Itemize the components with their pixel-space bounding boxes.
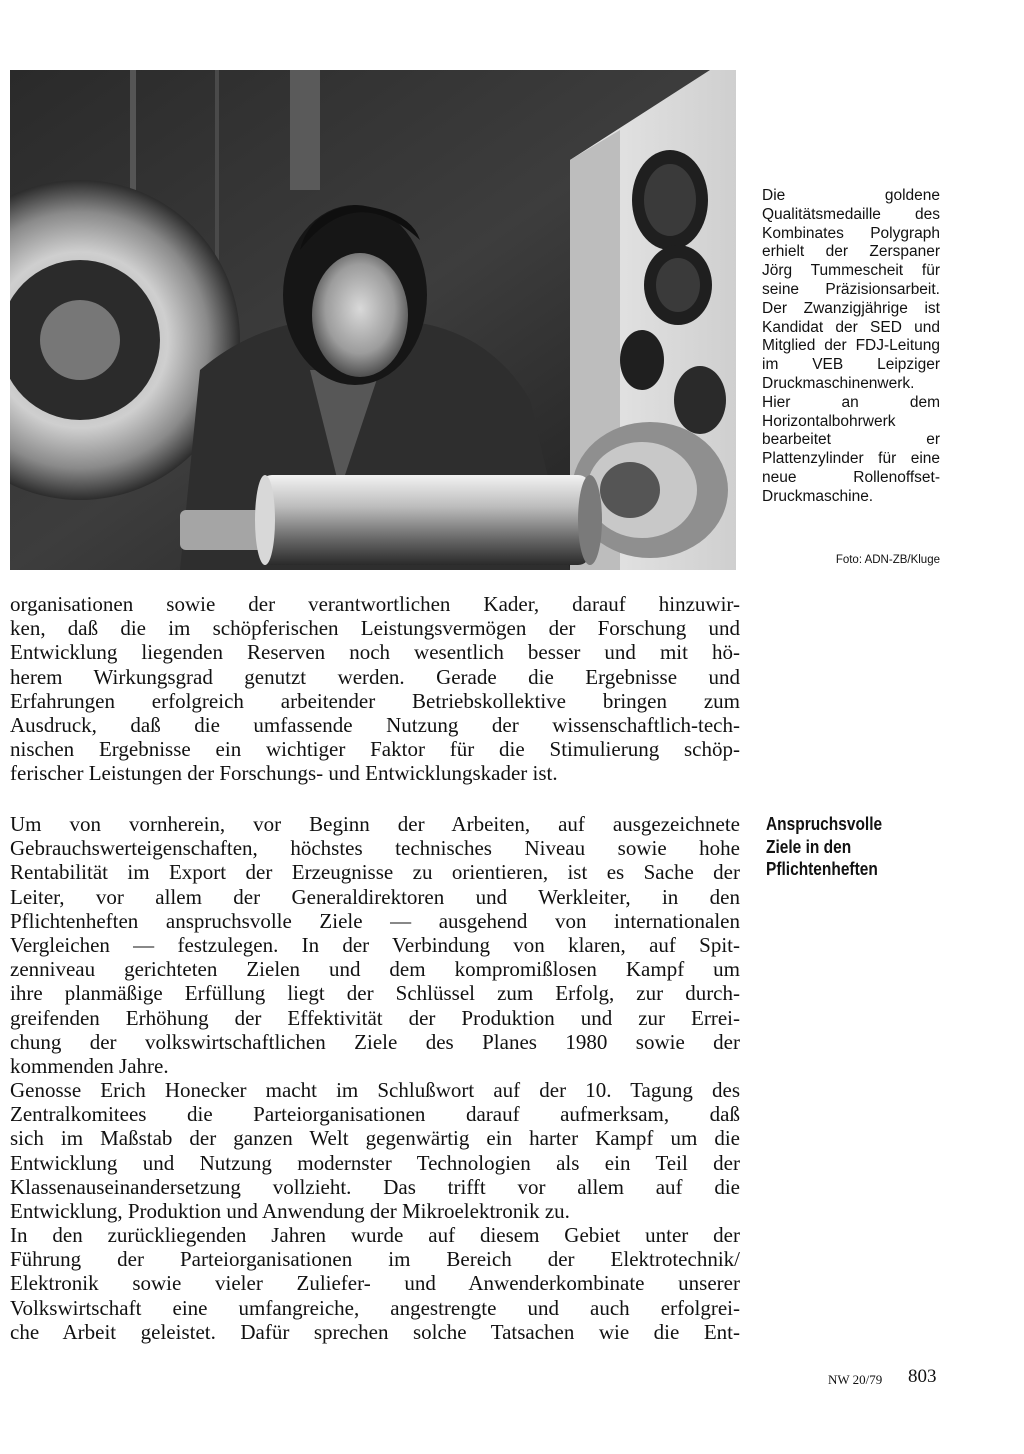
- text-line: sich im Maßstab der ganzen Welt gegenwärtig ein harter Kampf um die: [10, 1126, 740, 1151]
- text-line: Erfahrungen erfolgreich arbeitender Betriebskollektive bringen zum: [10, 688, 740, 713]
- body-paragraph-1: [10, 592, 740, 786]
- text-line: In den zurückliegenden Jahren wurde auf diesem Gebiet unter der: [10, 1223, 740, 1247]
- photo-illustration: [10, 70, 736, 570]
- text-line: nischen Ergebnisse ein wichtiger Faktor für die Stimulierung schöp-: [10, 737, 740, 762]
- text-line: Pflichtenheften anspruchsvolle Ziele — ausgehend von internationalen: [10, 908, 740, 933]
- text-line: ken, daß die im schöpferischen Leistungsvermögen der Forschung und: [10, 616, 740, 641]
- text-line: zenniveau gerichteten Zielen und dem kompromißlosen Kampf um: [10, 957, 740, 982]
- body-paragraph-2: [10, 812, 740, 1078]
- text-line: Entwicklung und Nutzung modernster Technologien als ein Teil der: [10, 1150, 740, 1175]
- text-line: kommenden Jahre.: [10, 1054, 169, 1079]
- text-line: Elektronik sowie vieler Zuliefer- und Anwenderkombinate unserer: [10, 1271, 740, 1296]
- text-line: ferischer Leistungen der Forschungs- und Entwicklungskader ist.: [10, 761, 558, 786]
- text-line: Entwicklung liegenden Reserven noch wesentlich besser und mit hö-: [10, 640, 740, 665]
- issue-label: NW 20/79: [828, 1372, 883, 1387]
- text-line: che Arbeit geleistet. Dafür sprechen solche Tatsachen wie die Ent-: [10, 1319, 740, 1344]
- page-number: 803: [908, 1366, 937, 1387]
- photo-credit: Foto: ADN-ZB/Kluge: [835, 554, 940, 566]
- text-line: organisationen sowie der verantwortlichen Kader, darauf hinzuwir-: [10, 592, 740, 616]
- article-photo: [10, 70, 736, 570]
- side-heading-line: Ziele in den: [766, 836, 852, 857]
- text-line: Vergleichen — festzulegen. In der Verbindung von klaren, auf Spit-: [10, 933, 740, 958]
- text-line: greifenden Erhöhung der Effektivität der Produktion und zur Errei-: [10, 1005, 740, 1030]
- side-heading-line: Pflichtenheften: [766, 859, 878, 879]
- text-line: Klassenauseinandersetzung vollzieht. Das trifft vor allem auf die: [10, 1174, 740, 1199]
- text-line: Genosse Erich Honecker macht im Schlußwort auf der 10. Tagung des: [10, 1078, 740, 1102]
- side-heading-line: Anspruchsvolle: [766, 814, 883, 834]
- body-paragraph-4: [10, 1223, 740, 1344]
- text-line: ihre planmäßige Erfüllung liegt der Schlüssel zum Erfolg, zur durch-: [10, 981, 740, 1006]
- text-line: Führung der Parteiorganisationen im Bereich der Elektrotechnik/: [10, 1247, 740, 1272]
- text-line: Entwicklung, Produktion und Anwendung der Mikroelektronik zu.: [10, 1199, 570, 1224]
- text-line: chung der volkswirtschaftlichen Ziele des Planes 1980 sowie der: [10, 1029, 740, 1054]
- text-line: Rentabilität im Export der Erzeugnisse zu orientieren, ist es Sache der: [10, 860, 740, 885]
- photo-caption: Die goldene Qualitätsmedaille des Kombinates Polygraph erhielt der Zerspaner Jörg Tummescheit für seine Präzisionsarbeit. Der Zwanzigjährige ist Kandidat der SED und Mitglied der FDJ-Leitung im VEB Leipziger Druckmaschinenwerk. Hier an dem Horizontalbohrwerk bearbeitet er Plattenzylinder für eine neue Rollenoffset-Druckmaschine.: [762, 187, 940, 505]
- text-line: Gebrauchswerteigenschaften, höchstes technisches Niveau sowie hohe: [10, 836, 740, 861]
- text-line: Leiter, vor allem der Generaldirektoren und Werkleiter, in den: [10, 884, 740, 909]
- text-line: herem Wirkungsgrad genutzt werden. Gerade die Ergebnisse und: [10, 664, 740, 689]
- body-paragraph-3: [10, 1078, 740, 1223]
- text-line: Zentralkomitees die Parteiorganisationen darauf aufmerksam, daß: [10, 1102, 740, 1127]
- text-line: Volkswirtschaft eine umfangreiche, angestrengte und auch erfolgrei-: [10, 1295, 740, 1320]
- text-line: Ausdruck, daß die umfassende Nutzung der wissenschaftlich-tech-: [10, 713, 740, 738]
- text-line: Um von vornherein, vor Beginn der Arbeiten, auf ausgezeichnete: [10, 812, 740, 836]
- side-heading: [766, 813, 921, 881]
